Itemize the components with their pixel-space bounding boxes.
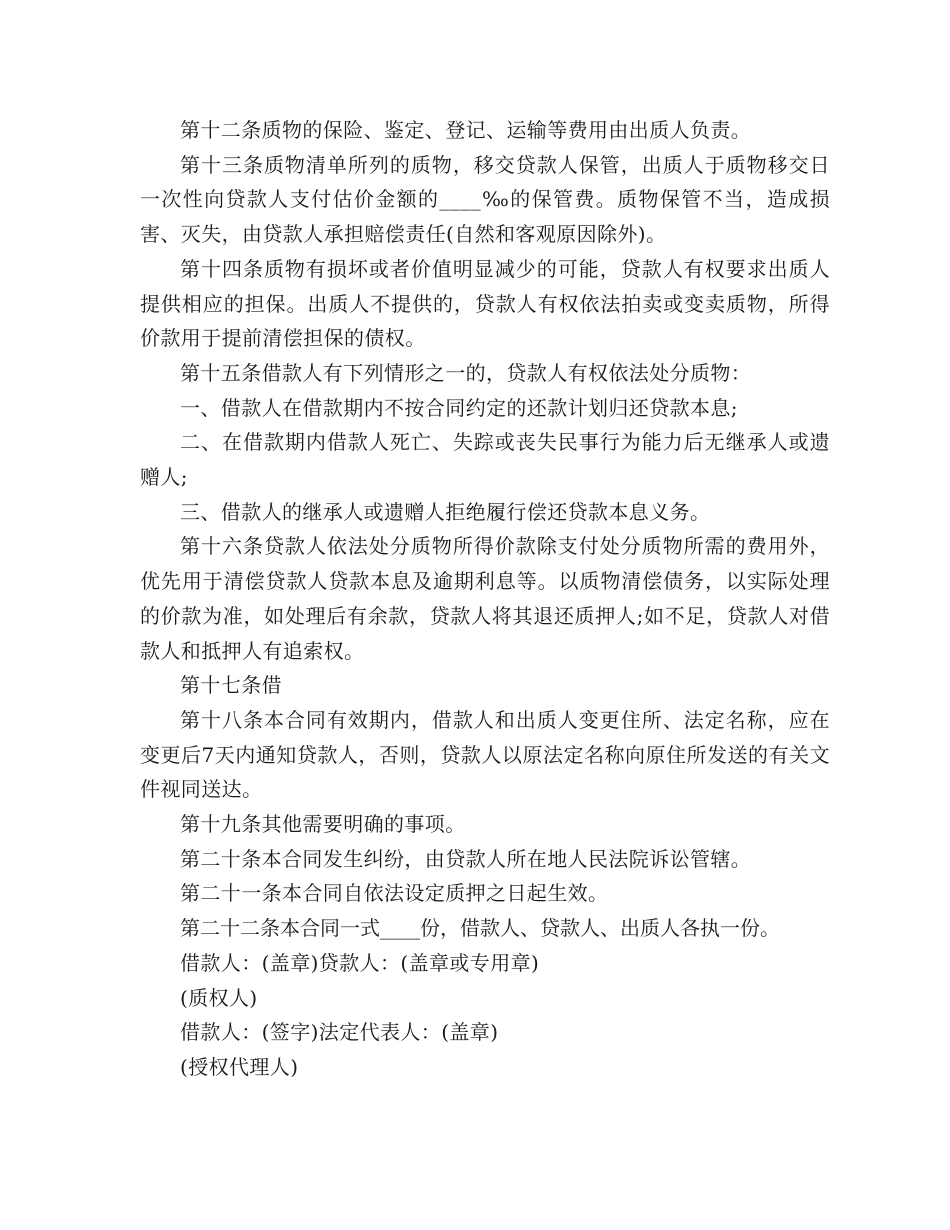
article-15-item-1: 一、借款人在借款期内不按合同约定的还款计划归还贷款本息; bbox=[180, 395, 738, 420]
article-13: 第十三条质物清单所列的质物，移交贷款人保管，出质人于质物移交日一次性向贷款人支付估价金额的____‰的保管费。质物保管不当，造成损害、灭失，由贷款人承担赔偿责任(自然和客观原因除外)。 bbox=[140, 152, 830, 247]
article-21: 第二十一条本合同自依法设定质押之日起生效。 bbox=[180, 881, 609, 906]
signature-borrower-lender: 借款人：(盖章)贷款人：(盖章或专用章) bbox=[180, 950, 540, 975]
article-15: 第十五条借款人有下列情形之一的，贷款人有权依法处分质物： bbox=[180, 360, 752, 385]
article-14: 第十四条质物有损坏或者价值明显减少的可能，贷款人有权要求出质人提供相应的担保。出质人不提供的，贷款人有权依法拍卖或变卖质物，所得价款用于提前清偿担保的债权。 bbox=[140, 256, 830, 351]
article-18: 第十八条本合同有效期内，借款人和出质人变更住所、法定名称，应在变更后7天内通知贷款人，否则，贷款人以原法定名称向原住所发送的有关文件视同送达。 bbox=[140, 707, 830, 802]
signature-borrower-representative: 借款人：(签字)法定代表人：(盖章) bbox=[180, 1020, 499, 1045]
signature-agent-note: (授权代理人) bbox=[180, 1054, 299, 1079]
article-16: 第十六条贷款人依法处分质物所得价款除支付处分质物所需的费用外，优先用于清偿贷款人贷款本息及逾期利息等。以质物清偿债务，以实际处理的价款为准，如处理后有余款，贷款人将其退还质押人;如不足，贷款人对借款人和抵押人有追索权。 bbox=[140, 534, 830, 663]
article-22: 第二十二条本合同一式____份，借款人、贷款人、出质人各执一份。 bbox=[180, 916, 780, 941]
article-19: 第十九条其他需要明确的事项。 bbox=[180, 812, 466, 837]
signature-pledgee-note: (质权人) bbox=[180, 985, 258, 1010]
article-20: 第二十条本合同发生纠纷，由贷款人所在地人民法院诉讼管辖。 bbox=[180, 846, 752, 871]
article-17: 第十七条借 bbox=[180, 673, 282, 698]
document-body bbox=[140, 113, 830, 1085]
article-12: 第十二条质物的保险、鉴定、登记、运输等费用由出质人负责。 bbox=[180, 118, 752, 142]
article-15-item-2: 二、在借款期内借款人死亡、失踪或丧失民事行为能力后无继承人或遗赠人; bbox=[140, 430, 830, 490]
article-15-item-3: 三、借款人的继承人或遗赠人拒绝履行偿还贷款本息义务。 bbox=[180, 499, 711, 524]
